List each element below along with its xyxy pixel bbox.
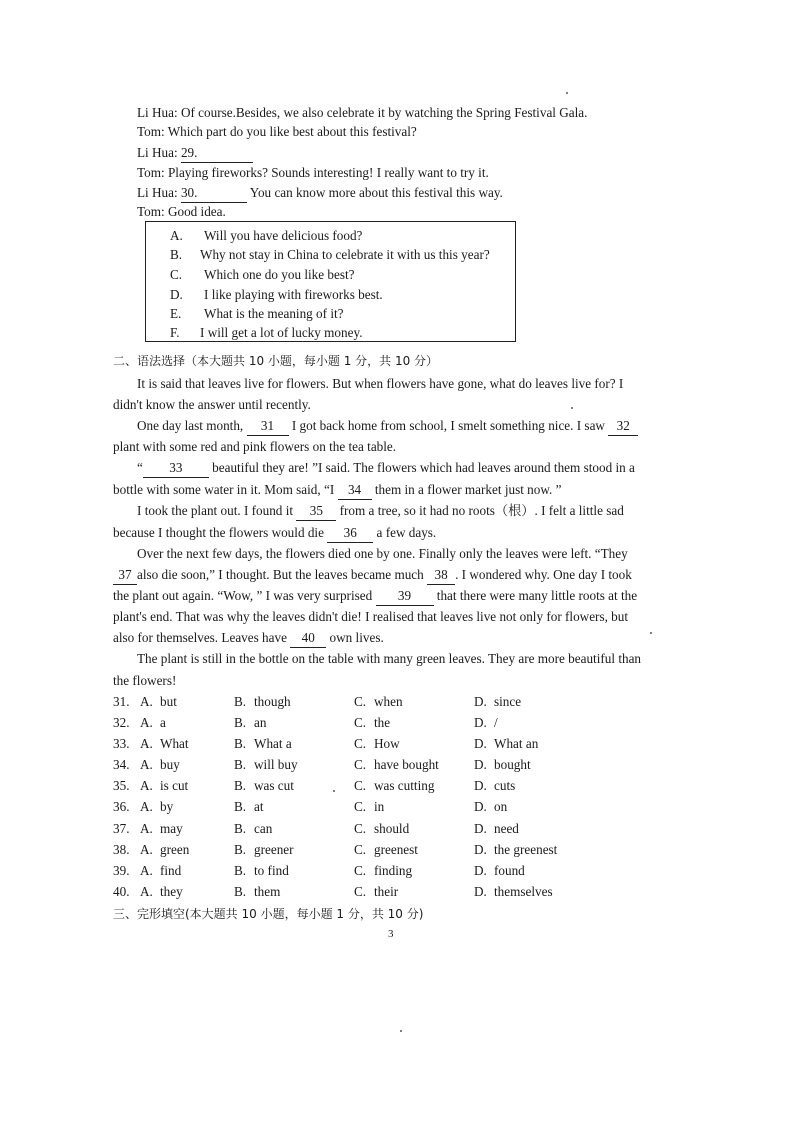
page-number: 3 [388, 928, 394, 940]
choice-text: is cut [160, 778, 189, 793]
choice-a [140, 735, 189, 753]
question-row [113, 883, 673, 901]
choice-text: greener [254, 842, 294, 857]
choice-text: when [374, 694, 403, 709]
choice-b [234, 883, 280, 901]
dialogue-line-3 [137, 144, 253, 163]
choice-text: on [494, 799, 508, 814]
choice-a [140, 756, 180, 774]
choice-d [474, 714, 498, 732]
choice-text: bought [494, 757, 531, 772]
passage-p6-line-1: The plant is still in the bottle on the table with many green leaves. They are more beautiful than [137, 651, 642, 666]
choice-text: buy [160, 757, 180, 772]
passage-text: One day last month, [137, 418, 247, 433]
choice-a [140, 820, 183, 838]
choice-letter: D. [474, 778, 487, 793]
blank-38: 38 [427, 566, 455, 585]
choice-letter: D. [474, 715, 487, 730]
option-text: Which one do you like best? [204, 267, 355, 282]
dialogue-line-4: Tom: Playing fireworks? Sounds interesting! I really want to try it. [137, 165, 489, 180]
choice-text: the greenest [494, 842, 558, 857]
question-row [113, 714, 673, 732]
choice-text: at [254, 799, 264, 814]
choice-d [474, 841, 557, 859]
choice-d [474, 883, 553, 901]
blank-37: 37 [113, 566, 137, 585]
question-number: 32. [113, 715, 130, 730]
choice-text: themselves [494, 884, 553, 899]
choice-letter: A. [140, 863, 153, 878]
scan-speck [571, 407, 573, 409]
passage-p1-line-1: It is said that leaves live for flowers. But when flowers have gone, what do leaves live for? I [137, 376, 624, 391]
choice-letter: B. [234, 842, 247, 857]
options-box [145, 221, 516, 342]
choice-b [234, 820, 272, 838]
option-text: What is the meaning of it? [204, 306, 344, 321]
choice-b [234, 841, 294, 859]
choice-b [234, 693, 291, 711]
choice-text: How [374, 736, 400, 751]
question-number: 36. [113, 799, 130, 814]
option-text: Will you have delicious food? [204, 228, 363, 243]
option-letter: D. [170, 287, 183, 302]
passage-p3-line-1 [137, 459, 635, 478]
choice-letter: D. [474, 842, 487, 857]
choice-text: was cutting [374, 778, 435, 793]
scan-speck [650, 632, 652, 634]
blank-36: 36 [327, 524, 373, 543]
choice-letter: C. [354, 842, 367, 857]
question-row [113, 841, 673, 859]
choice-letter: C. [354, 821, 367, 836]
choice-text: have bought [374, 757, 439, 772]
choice-text: their [374, 884, 399, 899]
choice-b [234, 798, 264, 816]
choice-a [140, 862, 181, 880]
choice-letter: A. [140, 821, 153, 836]
choice-c [354, 862, 412, 880]
choice-text: since [494, 694, 522, 709]
passage-p2-line-2: plant with some red and pink flowers on the tea table. [113, 439, 397, 454]
blank-40: 40 [290, 629, 326, 648]
passage-text: because I thought the flowers would die [113, 525, 328, 540]
passage-text: that there were many little roots at the [433, 588, 638, 603]
passage-p4-line-2 [113, 524, 436, 543]
choice-letter: D. [474, 799, 487, 814]
choice-text: / [494, 715, 498, 730]
choice-c [354, 693, 403, 711]
choice-letter: D. [474, 736, 487, 751]
question-number: 37. [113, 821, 130, 836]
choice-c [354, 756, 439, 774]
choice-a [140, 883, 183, 901]
question-row [113, 735, 673, 753]
passage-p4-line-1 [137, 502, 624, 521]
choice-text: can [254, 821, 273, 836]
choice-b [234, 862, 289, 880]
choice-text: find [160, 863, 182, 878]
choice-text: may [160, 821, 183, 836]
question-number: 35. [113, 778, 130, 793]
choice-text: found [494, 863, 525, 878]
question-row [113, 862, 673, 880]
blank-29: 29. [181, 144, 253, 163]
section-2-heading: 二、语法选择（本大题共 10 小题，每小题 1 分，共 10 分） [113, 354, 439, 368]
blank-31: 31 [247, 417, 289, 436]
choice-letter: D. [474, 884, 487, 899]
passage-p5-line-5 [113, 629, 384, 648]
choice-letter: A. [140, 715, 153, 730]
choice-letter: A. [140, 778, 153, 793]
choice-d [474, 777, 515, 795]
question-row [113, 777, 673, 795]
passage-text: own lives. [326, 630, 384, 645]
option-text: I will get a lot of lucky money. [200, 325, 363, 340]
choice-d [474, 756, 531, 774]
speaker-label: Li Hua: [137, 185, 181, 200]
choice-letter: D. [474, 821, 487, 836]
choice-letter: B. [234, 884, 247, 899]
choice-c [354, 777, 434, 795]
choice-letter: A. [140, 799, 153, 814]
dialogue-line-1: Li Hua: Of course.Besides, we also celebrate it by watching the Spring Festival Gala. [137, 105, 588, 120]
choice-text: need [494, 821, 519, 836]
choice-letter: B. [234, 778, 247, 793]
scan-speck [333, 790, 335, 792]
choice-b [234, 777, 294, 795]
choice-text: by [160, 799, 174, 814]
choice-text: the [374, 715, 391, 730]
blank-35: 35 [296, 502, 336, 521]
choice-letter: C. [354, 715, 367, 730]
choice-letter: B. [234, 799, 247, 814]
choice-text: What [160, 736, 189, 751]
passage-p1-line-2: didn't know the answer until recently. [113, 397, 311, 412]
choice-letter: B. [234, 715, 247, 730]
choice-text: greenest [374, 842, 418, 857]
choice-a [140, 841, 189, 859]
choice-d [474, 735, 538, 753]
dialogue-line-2: Tom: Which part do you like best about this festival? [137, 124, 417, 139]
passage-p2-line-1 [137, 417, 638, 436]
choice-text: finding [374, 863, 413, 878]
choice-text: they [160, 884, 183, 899]
choice-letter: B. [234, 821, 247, 836]
passage-text: also die soon,” I thought. But the leaves became much [137, 567, 428, 582]
choice-letter: A. [140, 884, 153, 899]
choice-letter: B. [234, 736, 247, 751]
dialogue-line-5 [137, 184, 503, 203]
choice-b [234, 756, 298, 774]
choice-text: should [374, 821, 410, 836]
choice-text: cuts [494, 778, 516, 793]
passage-text: I took the plant out. I found it [137, 503, 297, 518]
choice-letter: A. [140, 694, 153, 709]
choice-d [474, 693, 521, 711]
choice-letter: A. [140, 757, 153, 772]
choice-letter: B. [234, 757, 247, 772]
option-letter: A. [170, 228, 183, 243]
blank-33: 33 [143, 459, 209, 478]
option-letter: C. [170, 267, 183, 282]
choice-a [140, 714, 166, 732]
passage-p5-line-2 [113, 566, 632, 585]
scan-speck [400, 1030, 402, 1032]
choice-text: but [160, 694, 177, 709]
option-text: Why not stay in China to celebrate it with us this year? [200, 247, 490, 262]
blank-30: 30. [181, 184, 247, 203]
choice-d [474, 798, 507, 816]
choice-text: was cut [254, 778, 294, 793]
choice-b [234, 714, 266, 732]
choice-c [354, 820, 409, 838]
option-letter: B. [170, 247, 183, 262]
choice-letter: C. [354, 757, 367, 772]
choice-letter: A. [140, 842, 153, 857]
question-number: 38. [113, 842, 130, 857]
choice-letter: C. [354, 694, 367, 709]
option-letter: F. [170, 325, 180, 340]
choice-text: to find [254, 863, 289, 878]
question-number: 39. [113, 863, 130, 878]
choice-text: green [160, 842, 190, 857]
scan-speck [566, 92, 568, 94]
choice-d [474, 820, 519, 838]
passage-p5-line-1: Over the next few days, the flowers died one by one. Finally only the leaves were left. “They [137, 546, 628, 561]
choice-b [234, 735, 292, 753]
choice-text: What an [494, 736, 539, 751]
choice-c [354, 883, 398, 901]
choice-c [354, 714, 390, 732]
passage-text: “ [137, 460, 143, 475]
passage-text: bottle with some water in it. Mom said, “I [113, 482, 338, 497]
question-number: 33. [113, 736, 130, 751]
choice-text: What a [254, 736, 292, 751]
question-row [113, 756, 673, 774]
passage-p3-line-2 [113, 481, 561, 500]
question-row [113, 693, 673, 711]
question-row [113, 820, 673, 838]
choice-c [354, 841, 418, 859]
question-number: 31. [113, 694, 130, 709]
choice-text: though [254, 694, 291, 709]
passage-p5-line-4: plant's end. That was why the leaves didn't die! I realised that leaves live not only for flowers, but [113, 609, 629, 624]
choice-text: them [254, 884, 281, 899]
choice-letter: B. [234, 863, 247, 878]
blank-32: 32 [608, 417, 638, 436]
choice-a [140, 693, 177, 711]
question-number: 40. [113, 884, 130, 899]
choice-letter: C. [354, 884, 367, 899]
choice-a [140, 777, 188, 795]
choice-letter: D. [474, 863, 487, 878]
choice-letter: A. [140, 736, 153, 751]
choice-letter: C. [354, 778, 367, 793]
passage-p5-line-3 [113, 587, 637, 606]
section-3-heading: 三、完形填空(本大题共 10 小题，每小题 1 分，共 10 分) [113, 907, 424, 921]
passage-text: the plant out again. “Wow, ” I was very surprised [113, 588, 376, 603]
choice-letter: C. [354, 863, 367, 878]
passage-text: . I wondered why. One day I took [455, 567, 632, 582]
option-letter: E. [170, 306, 182, 321]
passage-text: a few days. [373, 525, 437, 540]
choice-text: in [374, 799, 385, 814]
speaker-label: Li Hua: [137, 145, 181, 160]
passage-p6-line-2: the flowers! [113, 673, 177, 688]
choice-text: a [160, 715, 166, 730]
question-row [113, 798, 673, 816]
choice-letter: C. [354, 799, 367, 814]
choice-c [354, 798, 384, 816]
blank-39: 39 [376, 587, 434, 606]
passage-text: I got back home from school, I smelt something nice. I saw [288, 418, 609, 433]
choice-letter: B. [234, 694, 247, 709]
passage-text: from a tree, so it had no roots（根）. I felt a little sad [336, 503, 624, 518]
choice-a [140, 798, 173, 816]
question-number: 34. [113, 757, 130, 772]
option-text: I like playing with fireworks best. [204, 287, 383, 302]
choice-letter: C. [354, 736, 367, 751]
blank-34: 34 [338, 481, 372, 500]
dialogue-line-6: Tom: Good idea. [137, 204, 226, 219]
dialogue-text: You can know more about this festival this way. [246, 185, 503, 200]
choice-letter: D. [474, 694, 487, 709]
passage-text: also for themselves. Leaves have [113, 630, 291, 645]
choice-letter: D. [474, 757, 487, 772]
choice-text: an [254, 715, 267, 730]
passage-text: them in a flower market just now. ” [371, 482, 562, 497]
choice-text: will buy [254, 757, 298, 772]
passage-text: beautiful they are! ”I said. The flowers which had leaves around them stood in a [208, 460, 635, 475]
choice-c [354, 735, 400, 753]
choice-d [474, 862, 525, 880]
